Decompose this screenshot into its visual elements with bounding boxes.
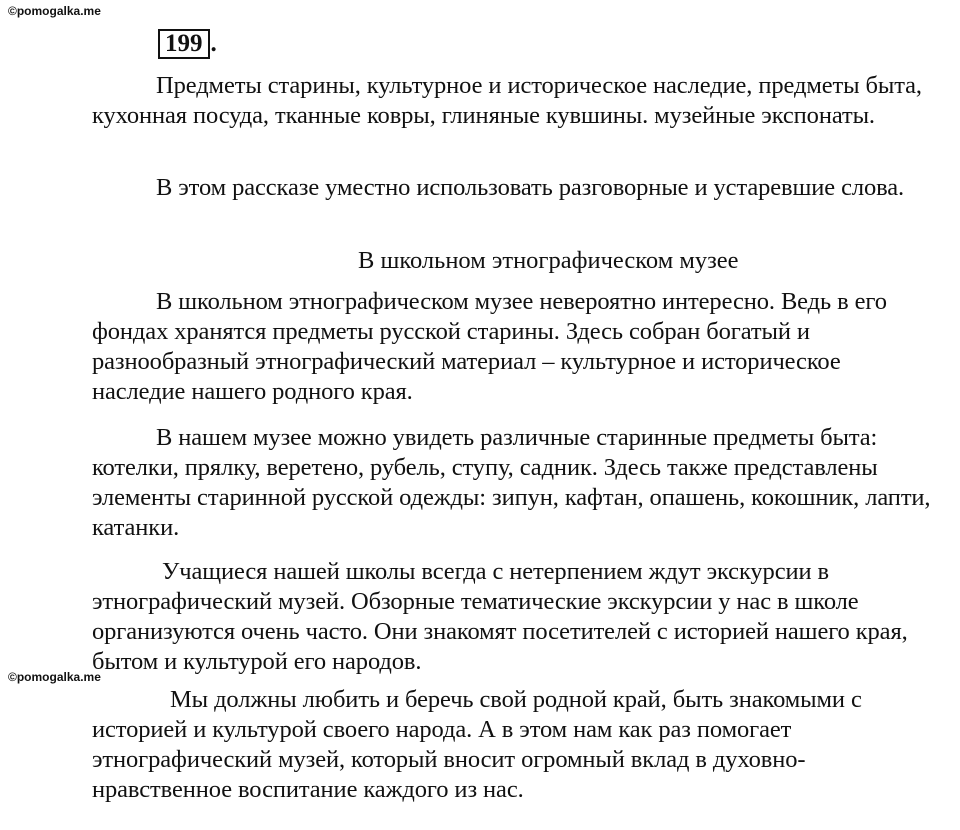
story-title: В школьном этнографическом музее [358,247,739,274]
paragraph-excursions: Учащиеся нашей школы всегда с нетерпением ждут экскурсии в этнографический музей. Обзорные тематические экскурсии у нас в школе организуются очень часто. Они знакомят посетителей с историей нашего края, бытом и культурой его народов. [92,558,908,675]
paragraph-museum-items: В нашем музее можно увидеть различные старинные предметы быта: котелки, прялку, веретено, рубель, ступу, садник. Здесь также представлены элементы старинной русской одежды: зипун, кафтан, опашень, кокошник, лапти, катанки. [92,424,931,541]
exercise-number-box: 199 [158,29,210,59]
exercise-number-dot: . [210,30,217,57]
paragraph-keywords: Предметы старины, культурное и историческое наследие, предметы быта, кухонная посуда, тканные ковры, глиняные кувшины. музейные экспонаты. [92,72,922,129]
exercise-number [158,29,217,59]
paragraph-conclusion: Мы должны любить и беречь свой родной край, быть знакомыми с историей и культурой своего народа. А в этом нам как раз помогает этнографический музей, который вносит огромный вклад в духовно-нравственное воспитание каждого из нас. [92,686,862,803]
paragraph-museum-intro: В школьном этнографическом музее невероятно интересно. Ведь в его фондах хранятся предметы русской старины. Здесь собран богатый и разнообразный этнографический материал – культурное и историческое наследие нашего родного края. [92,288,887,405]
watermark-top: ©pomogalka.me [8,4,101,18]
watermark-middle: ©pomogalka.me [8,670,101,684]
paragraph-style-note: В этом рассказе уместно использовать разговорные и устаревшие слова. [156,174,905,201]
